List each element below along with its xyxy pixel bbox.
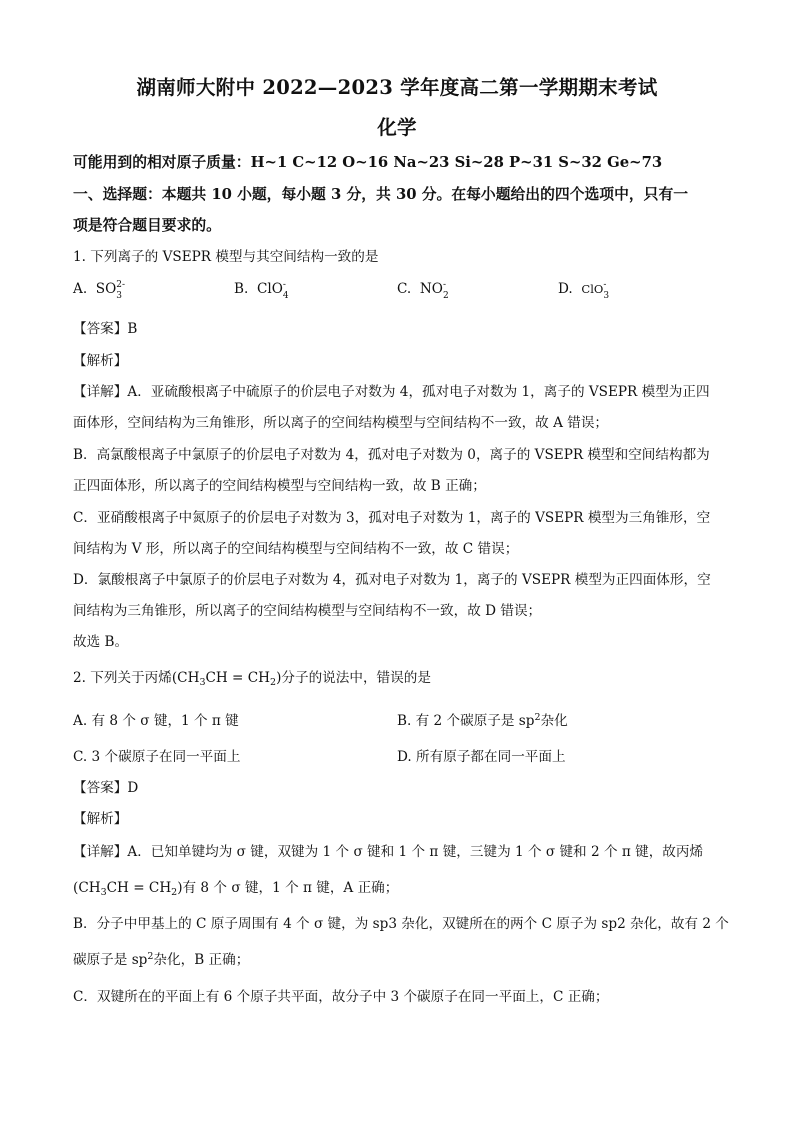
q1-option-a xyxy=(73,280,126,301)
q2-detail-line: 【详解】A．已知单键均为 σ 键，双键为 1 个 σ 键和 1 个 π 键，三键为 1 个 σ 键和 2 个 π 键，故丙烯 xyxy=(73,844,704,860)
q2-detail-line: $(CH_3CH = CH_2)$有 8 个 σ 键，1 个 π 键，A 正确； xyxy=(73,880,399,898)
propene-formula: $CH_3CH = CH_2$ xyxy=(78,880,178,898)
q1-detail-line: 【详解】A．亚硫酸根离子中硫原子的价层电子对数为 4，孤对电子对数为 1，离子的 VSEPR 模型为正四 xyxy=(73,384,710,400)
q1-detail-line: 间结构为三角锥形，所以离子的空间结构模型与空间结构不一致，故 D 错误； xyxy=(73,603,542,619)
q1-conclusion: 故选 B。 xyxy=(73,634,129,650)
q1-detail-line: C．亚硝酸根离子中氮原子的价层电子对数为 3，孤对电子对数为 1，离子的 VSEPR 模型为三角锥形，空 xyxy=(73,510,711,526)
q2-option-c: C. 3 个碳原子在同一平面上 xyxy=(73,749,241,765)
atomic-masses: 可能用到的相对原子质量：H~1 C~12 O~16 Na~23 Si~28 P~31 S~32 Ge~73 xyxy=(73,154,663,171)
q2-option-b: B. 有 2 个碳原子是 $sp^2$杂化 xyxy=(397,712,568,729)
q2-detail-line: 碳原子是 $sp^2$杂化，B 正确； xyxy=(73,951,250,968)
q1-option-b-charge: - 4 xyxy=(282,280,289,301)
q1-option-b-formula: ClO xyxy=(256,281,283,297)
q1-option-b xyxy=(234,280,291,301)
q2-detail-line: C．双键所在的平面上有 6 个原子共平面，故分子中 3 个碳原子在同一平面上，C 正确； xyxy=(73,989,609,1005)
section-heading-line2: 项是符合题目要求的。 xyxy=(73,217,221,234)
q1-answer: 【答案】B xyxy=(73,321,138,337)
q1-option-c-charge: - 2 xyxy=(442,280,449,301)
q2-answer: 【答案】D xyxy=(73,780,139,796)
q1-detail-line: D．氯酸根离子中氯原子的价层电子对数为 4，孤对电子对数为 1，离子的 VSEPR 模型为正四面体形，空 xyxy=(73,572,711,588)
subject-title: 化学 xyxy=(377,116,417,139)
q1-detail-line: 正四面体形，所以离子的空间结构模型与空间结构一致，故 B 正确； xyxy=(73,478,486,494)
q1-detail-line: 间结构为 V 形，所以离子的空间结构模型与空间结构不一致，故 C 错误； xyxy=(73,541,519,557)
q1-option-c xyxy=(397,280,451,301)
q1-detail-line: B．高氯酸根离子中氯原子的价层电子对数为 4，孤对电子对数为 0，离子的 VSEPR 模型和空间结构都为 xyxy=(73,447,710,463)
q1-option-c-label: C. xyxy=(397,281,412,297)
q2-option-a: A. 有 8 个 σ 键，1 个 π 键 xyxy=(73,713,239,729)
q1-option-d-label: D. xyxy=(558,281,573,297)
q1-option-a-label: A. xyxy=(73,281,88,297)
q2-detail-line: B．分子中甲基上的 C 原子周围有 4 个 σ 键，为 sp3 杂化，双键所在的两个 C 原子为 sp2 杂化，故有 2 个 xyxy=(73,916,729,932)
exam-title: 湖南师大附中 2022—2023 学年度高二第一学期期末考试 xyxy=(136,76,658,99)
q1-option-c-formula: NO xyxy=(419,281,443,297)
q1-detail-line: 面体形，空间结构为三角锥形，所以离子的空间结构模型与空间结构不一致，故 A 错误； xyxy=(73,415,609,431)
q1-option-d xyxy=(558,280,611,301)
q1-option-a-charge: 2- 3 xyxy=(116,280,126,301)
q1-analysis-label: 【解析】 xyxy=(73,353,128,369)
q2-analysis-label: 【解析】 xyxy=(73,811,128,827)
q1-stem: 1. 下列离子的 VSEPR 模型与其空间结构一致的是 xyxy=(73,249,379,265)
q2-option-d: D. 所有原子都在同一平面上 xyxy=(397,749,566,765)
q1-option-b-label: B. xyxy=(234,281,249,297)
q1-option-d-formula: ClO xyxy=(581,282,604,296)
propene-formula: $CH_3CH = CH_2$ xyxy=(177,670,277,688)
q1-option-d-charge: - 3 xyxy=(603,280,610,301)
section-heading-line1: 一、选择题：本题共 10 小题，每小题 3 分，共 30 分。在每小题给出的四个选项中，只有一 xyxy=(73,186,689,203)
q2-stem: 2. 下列关于丙烯$(CH_3CH = CH_2)$分子的说法中，错误的是 xyxy=(73,670,431,688)
q1-option-a-formula: SO xyxy=(95,281,117,297)
